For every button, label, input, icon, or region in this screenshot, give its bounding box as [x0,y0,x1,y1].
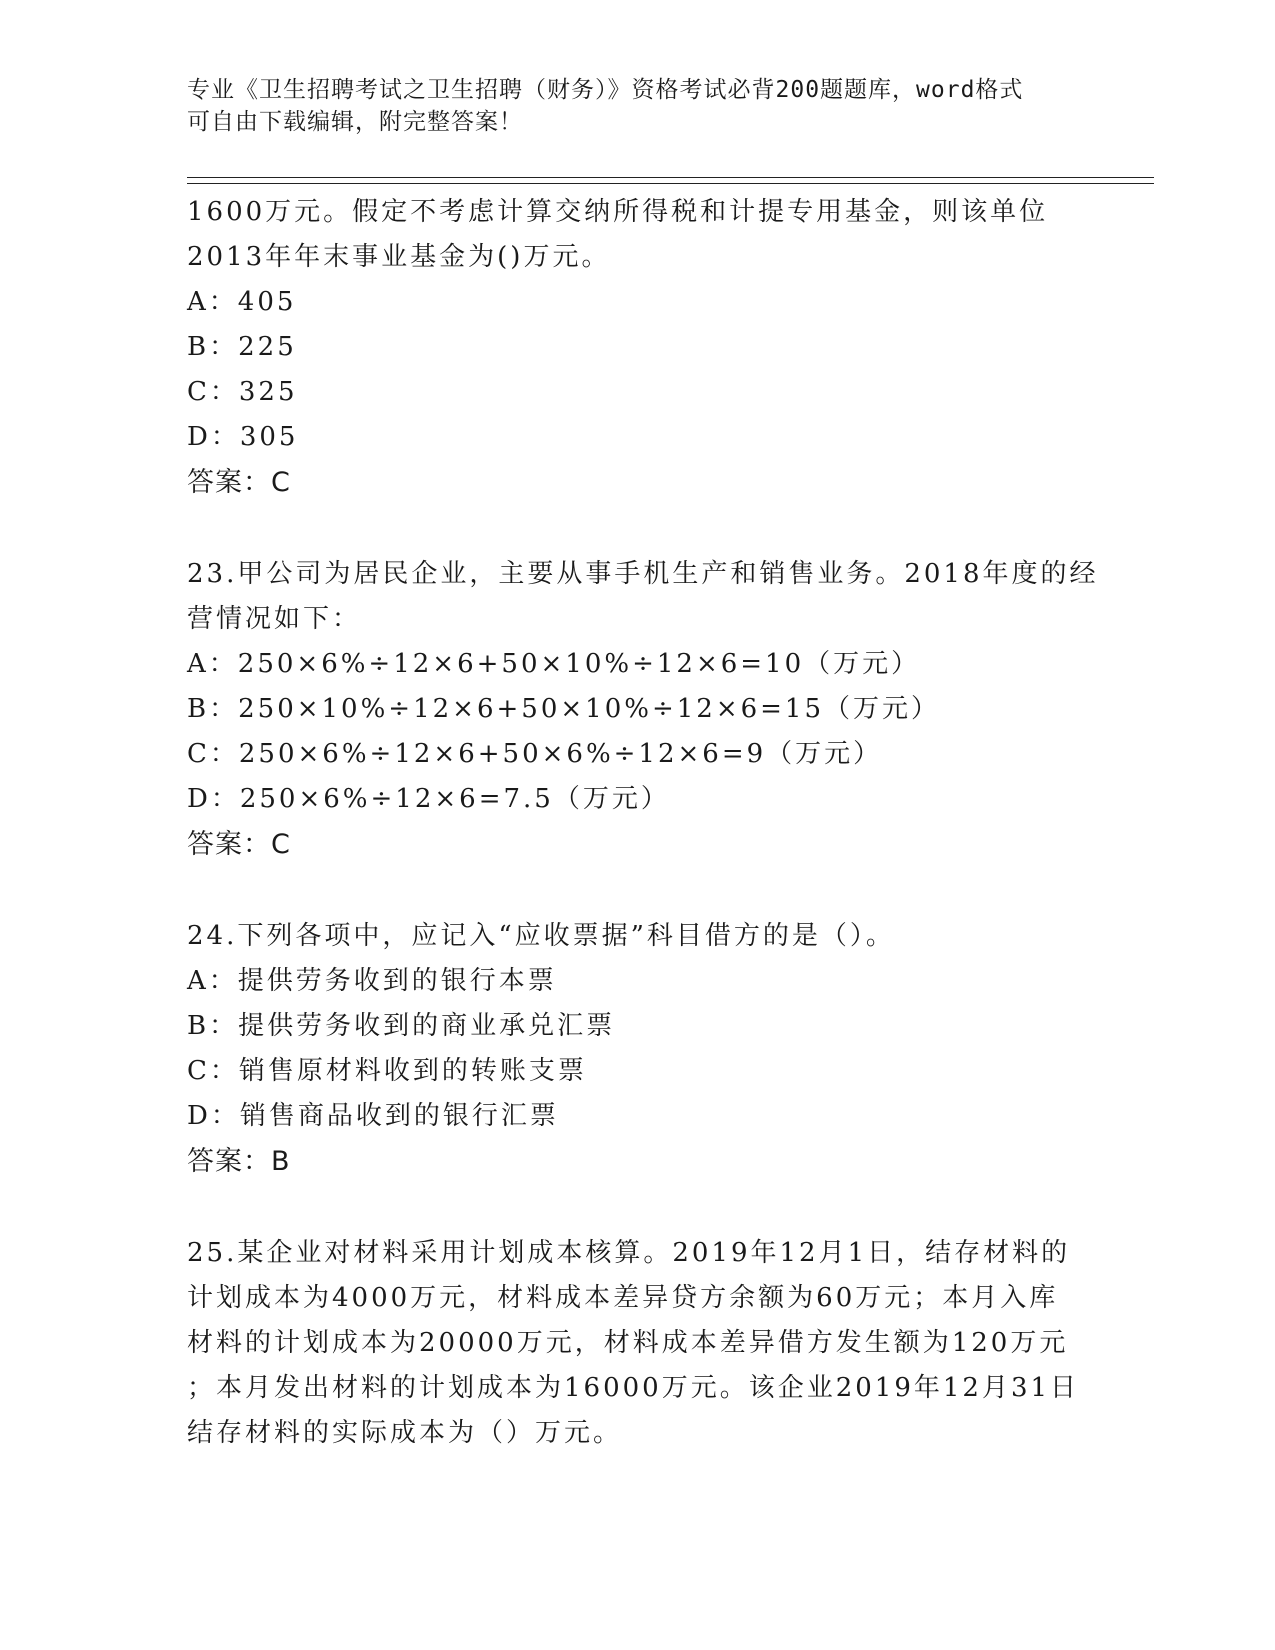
answer-line: 答案：B [187,1146,291,1177]
question-stem-line: 计划成本为4000万元，材料成本差异贷方余额为60万元；本月入库 [187,1283,1059,1313]
question-stem-line: ；本月发出材料的计划成本为16000万元。该企业2019年12月31日 [187,1373,1080,1403]
document-header [187,74,1087,138]
option-c: C：销售原材料收到的转账支票 [187,1056,587,1086]
answer-line: 答案：C [187,467,291,498]
header-divider-top [187,177,1154,178]
option-c: C：325 [187,377,298,407]
question-22 [187,190,1087,505]
answer-line: 答案：C [187,829,291,860]
option-b: B：提供劳务收到的商业承兑汇票 [187,1011,616,1041]
header-line-2: 可自由下载编辑，附完整答案！ [187,109,523,135]
spacer [187,1184,1087,1231]
option-d: D：305 [187,422,299,452]
question-stem-line: 结存材料的实际成本为（）万元。 [187,1418,623,1448]
question-list [187,190,1099,1456]
option-b: B：225 [187,332,297,362]
question-stem-line: 1600万元。假定不考虑计算交纳所得税和计提专用基金，则该单位 [187,197,1049,227]
question-stem-line: 24.下列各项中，应记入“应收票据”科目借方的是（）。 [187,921,895,951]
header-divider-bottom [187,183,1154,184]
question-24 [187,914,1087,1184]
question-25 [187,1231,1087,1456]
option-d: D：销售商品收到的银行汇票 [187,1101,559,1131]
question-stem-line: 2013年年末事业基金为()万元。 [187,242,611,272]
spacer [187,867,1087,914]
question-stem-line: 23.甲公司为居民企业，主要从事手机生产和销售业务。2018年度的经 [187,559,1099,589]
spacer [187,505,1087,552]
header-line-1: 专业《卫生招聘考试之卫生招聘（财务）》资格考试必背200题题库，word格式 [187,77,1024,103]
question-stem-line: 25.某企业对材料采用计划成本核算。2019年12月1日，结存材料的 [187,1238,1071,1268]
question-stem-line: 材料的计划成本为20000万元，材料成本差异借方发生额为120万元 [187,1328,1069,1358]
option-a: A：405 [187,287,297,317]
option-a: A：提供劳务收到的银行本票 [187,966,557,996]
option-a: A：250×6%÷12×6+50×10%÷12×6=10（万元） [187,649,921,679]
option-b: B：250×10%÷12×6+50×10%÷12×6=15（万元） [187,694,941,724]
question-23 [187,552,1099,867]
option-c: C：250×6%÷12×6+50×6%÷12×6=9（万元） [187,739,883,769]
option-d: D：250×6%÷12×6=7.5（万元） [187,784,670,814]
question-stem-line: 营情况如下： [187,604,362,634]
